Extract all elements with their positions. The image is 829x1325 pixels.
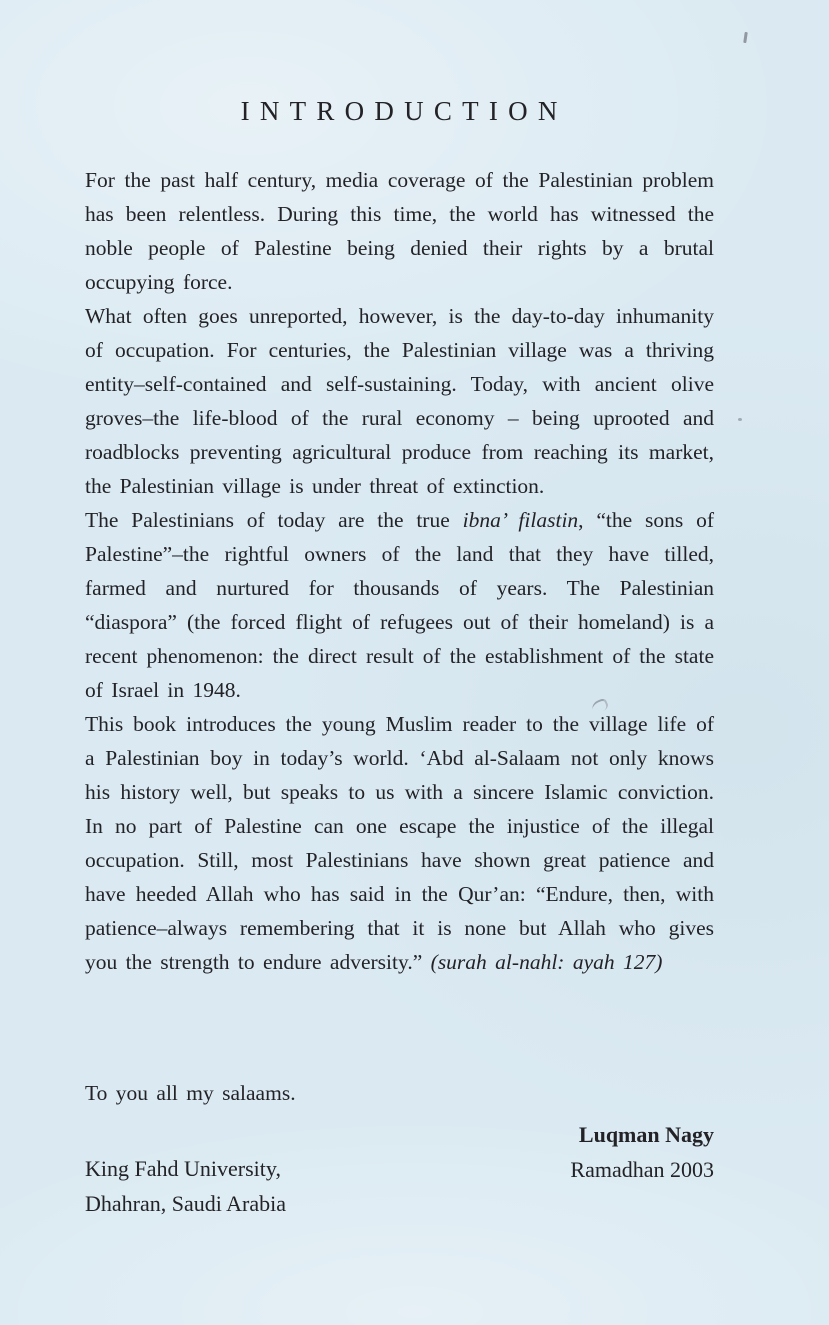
italic-text-run: ibna’ filastin xyxy=(462,508,579,532)
affiliation-line-1: King Fahd University, xyxy=(85,1156,281,1181)
paragraph xyxy=(85,163,714,299)
italic-text-run: (surah al-nahl: ayah 127) xyxy=(430,950,663,974)
closing-line: To you all my salaams. xyxy=(85,1081,296,1105)
paragraph xyxy=(85,299,714,503)
body-paragraphs xyxy=(85,163,714,979)
text-run: This book introduces the young Muslim reader to the village life of a Palestinian boy in today’s world. ‘Abd al-Salaam not only knows his history well, but speaks to us with a sincere Islamic conviction. In no part of Palestine can one escape the injustice of the illegal occupation. Still, most Palestinians have shown great patience and have heeded Allah who has said in the Qur’an: “Endure, then, with patience–always remembering that it is none but Allah who gives you the strength to endure adversity.” xyxy=(85,712,714,974)
scan-speck-right-margin xyxy=(738,418,742,421)
affiliation-line-2: Dhahran, Saudi Arabia xyxy=(85,1190,286,1216)
paragraph xyxy=(85,503,714,707)
text-run: The Palestinians of today are the true xyxy=(85,508,463,532)
author-name: Luqman Nagy xyxy=(578,1122,714,1147)
text-run: What often goes unreported, however, is the day-to-day inhumanity of occupation. For centuries, the Palestinian village was a thriving entity–self-contained and self-sustaining. Today, with ancient olive groves–the life-blood of the rural economy – being uprooted and roadblocks preventing agricultural produce from reaching its market, the Palestinian village is under threat of extinction. xyxy=(85,304,714,498)
signature-date: Ramadhan 2003 xyxy=(570,1156,714,1182)
text-run: For the past half century, media coverage of the Palestinian problem has been relentless. During this time, the world has witnessed the noble people of Palestine being denied their rights by a brutal occupying force. xyxy=(85,168,714,294)
paragraph xyxy=(85,707,714,979)
page-title: INTRODUCTION xyxy=(240,96,568,126)
signature-block xyxy=(85,1118,714,1216)
text-run: , “the sons of Palestine”–the rightful owners of the land that they have tilled, farmed and nurtured for thousands of years. The Palestinian “diaspora” (the forced flight of refugees out of their homeland) is a recent phenomenon: the direct result of the establishment of the state of Israel in 1948. xyxy=(85,508,715,702)
scan-speck-top-right xyxy=(743,32,748,43)
author-affiliation xyxy=(85,1152,286,1221)
